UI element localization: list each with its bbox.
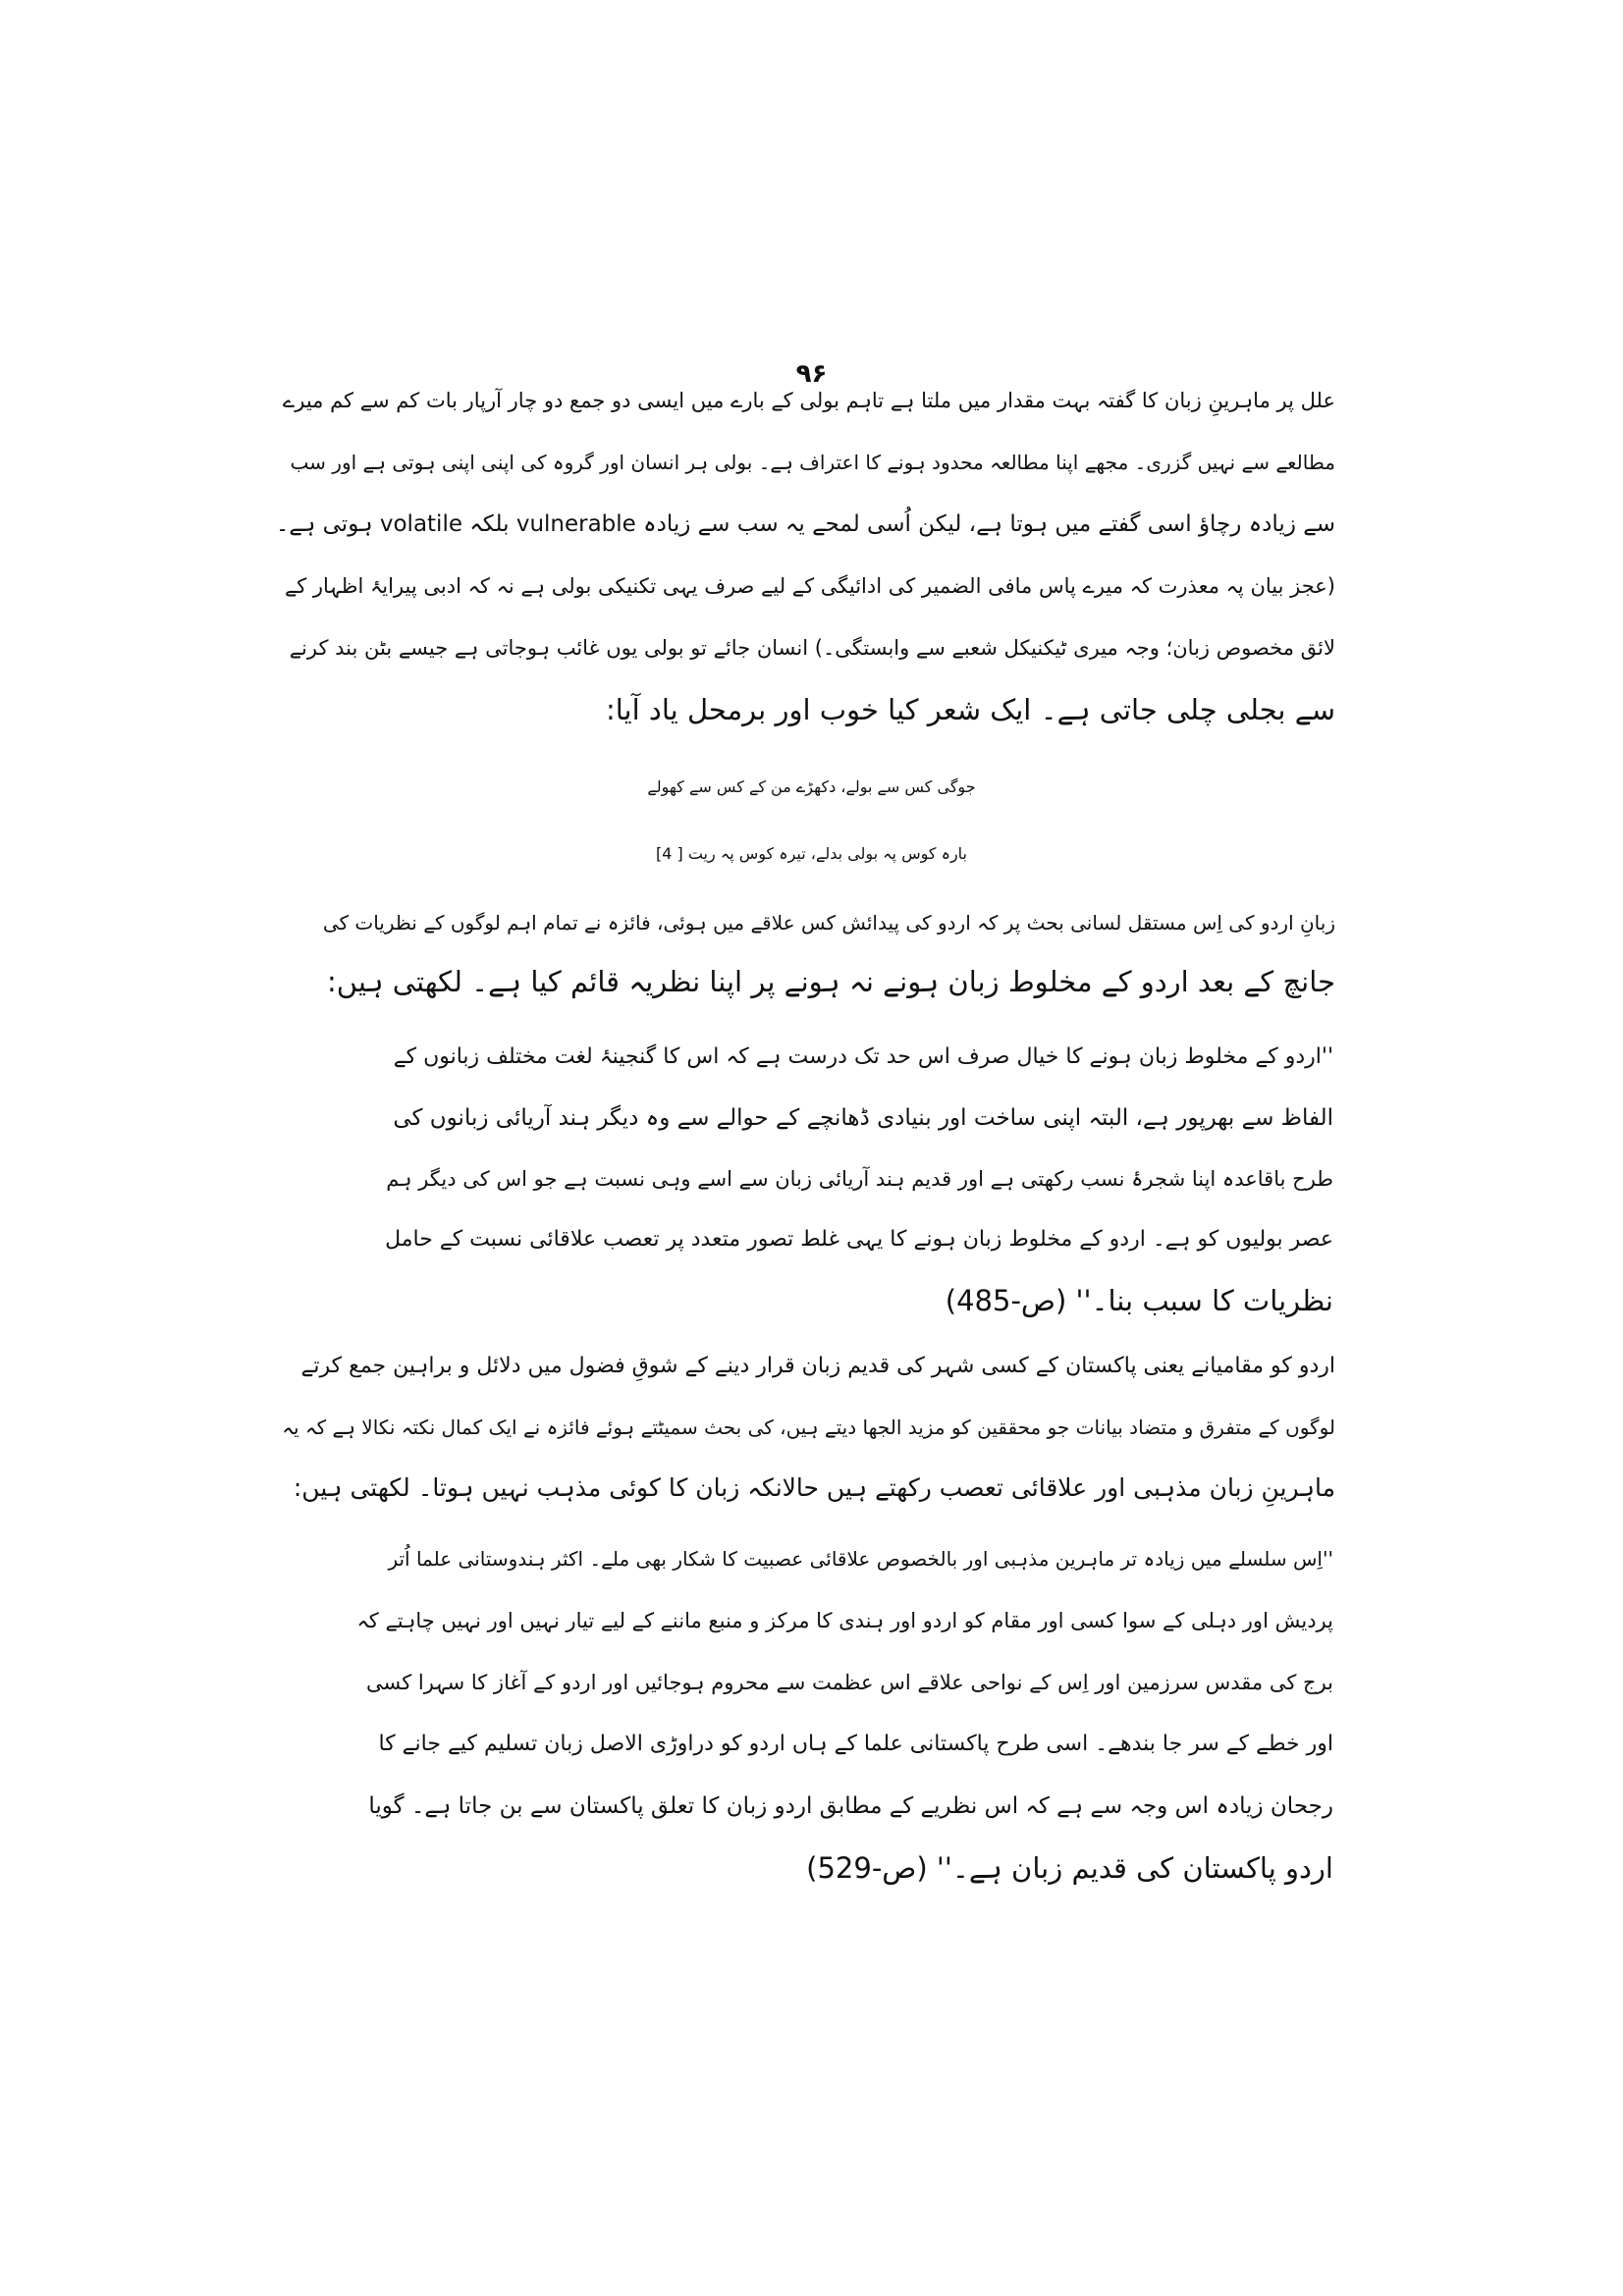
quote-2 [355, 1537, 1333, 1891]
quote-line: پردیش اور دہلی کے سوا کسی اور مقام کو اردو اور ہندی کا مرکز و منبع ماننے کے لیے تیار نہیں اور نہیں چاہتے کہ [356, 1609, 1333, 1632]
paragraph-line: سے بجلی چلی جاتی ہے۔ ایک شعر کیا خوب اور برمحل یاد آیا: [605, 693, 1335, 726]
quote-1 [355, 1036, 1333, 1330]
paragraph-2 [275, 901, 1335, 1009]
quote-line: برج کی مقدس سرزمین اور اِس کے نواحی علاقے اس عظمت سے محروم ہوجائیں اور اردو کے آغاز کا سہرا کسی [365, 1671, 1333, 1694]
quote-line: الفاظ سے بھرپور ہے، البتہ اپنی ساخت اور بنیادی ڈھانچے کے حوالے سے وہ دیگر ہند آریائی زبانوں کی [393, 1105, 1333, 1131]
paragraph-line: علل پر ماہرینِ زبان کا گفتہ بہت مقدار میں ملتا ہے تاہم بولی کے بارے میں ایسی دو جمع دو چار آرپار بات کم سے کم میرے [282, 389, 1335, 412]
quote-line: ''اردو کے مخلوط زبان ہونے کا خیال صرف اس حد تک درست ہے کہ اس کا گنجینۂ لغت مختلف زبانوں کے [393, 1044, 1333, 1069]
quote-line: رجحان زیادہ اس وجہ سے ہے کہ اس نظریے کے مطابق اردو زبان کا تعلق پاکستان سے بن جاتا ہے۔ گویا [368, 1793, 1333, 1819]
paragraph-line: مطالعے سے نہیں گزری۔ مجھے اپنا مطالعہ محدود ہونے کا اعتراف ہے۔ بولی ہر انسان اور گروہ کی اپنی اپنی ہوتی ہے اور سب [290, 451, 1335, 474]
quote-line: ''اِس سلسلے میں زیادہ تر ماہرین مذہبی اور بالخصوص علاقائی عصبیت کا شکار بھی ملے۔ اکثر ہندوستانی علما اُتر [388, 1547, 1333, 1571]
paragraph-line: لوگوں کے متفرق و متضاد بیانات جو محققین کو مزید الجھا دیتے ہیں، کی بحث سمیٹتے ہوئے فائزہ نے ایک کمال نکتہ نکالا ہے کہ یہ [282, 1415, 1335, 1439]
verse-line: بارہ کوس پہ بولی بدلے، تیرہ کوس پہ ریت [ 4] [655, 844, 968, 863]
paragraph-line: زبانِ اردو کی اِس مستقل لسانی بحث پر کہ اردو کی پیدائش کس علاقے میں ہوئی، فائزہ نے تمام اہم لوگوں کے نظریات کی [322, 911, 1335, 934]
paragraph-line: (عجز بیان پہ معذرت کہ میرے پاس مافی الضمیر کی ادائیگی کے لیے صرف یہی تکنیکی بولی ہے نہ کہ ادبی پیرایۂ اظہار کے [284, 574, 1335, 598]
verse-line: جوگی کس سے بولے، دکھڑے من کے کس سے کھولے [647, 777, 976, 796]
paragraph-1 [275, 379, 1335, 742]
quote-line: اردو پاکستان کی قدیم زبان ہے۔'' (ص-529) [806, 1851, 1333, 1885]
paragraph-line: اردو کو مقامیانے یعنی پاکستان کے کسی شہر کی قدیم زبان قرار دینے کے شوقِ فضول میں دلائل و براہین جمع کرتے [300, 1354, 1335, 1378]
paragraph-line: ماہرینِ زبان مذہبی اور علاقائی تعصب رکھتے ہیں حالانکہ زبان کا کوئی مذہب نہیں ہوتا۔ لکھتی ہیں: [293, 1473, 1335, 1502]
page-number: ۹۶ [795, 359, 828, 389]
paragraph-line: سے زیادہ رچاؤ اسی گفتے میں ہوتا ہے، لیکن اُسی لمحے یہ سب سے زیادہ vulnerable بلکہ volatile ہوتی ہے۔ [275, 511, 1335, 537]
quote-line: عصر بولیوں کو ہے۔ اردو کے مخلوط زبان ہونے کا یہی غلط تصور متعدد پر تعصب علاقائی نسبت کے حامل [385, 1227, 1333, 1252]
paragraph-line: جانچ کے بعد اردو کے مخلوط زبان ہونے نہ ہونے پر اپنا نظریہ قائم کیا ہے۔ لکھتی ہیں: [326, 965, 1335, 998]
paragraph-3 [275, 1345, 1335, 1517]
quote-line: اور خطے کے سر جا بندھے۔ اسی طرح پاکستانی علما کے ہاں اردو کو دراوڑی الاصل زبان تسلیم کیے جانے کا [378, 1732, 1333, 1756]
paragraph-line: لائق مخصوص زبان؛ وجہ میری ٹیکنیکل شعبے سے وابستگی۔) انسان جائے تو بولی یوں غائب ہوجاتی ہے جیسے بٹن بند کرنے [289, 636, 1335, 660]
quote-line: نظریات کا سبب بنا۔'' (ص-485) [945, 1284, 1333, 1317]
quote-line: طرح باقاعدہ اپنا شجرۂ نسب رکھتی ہے اور قدیم ہند آریائی زبان سے اسے وہی نسبت ہے جو اس کی دیگر ہم [386, 1167, 1333, 1191]
